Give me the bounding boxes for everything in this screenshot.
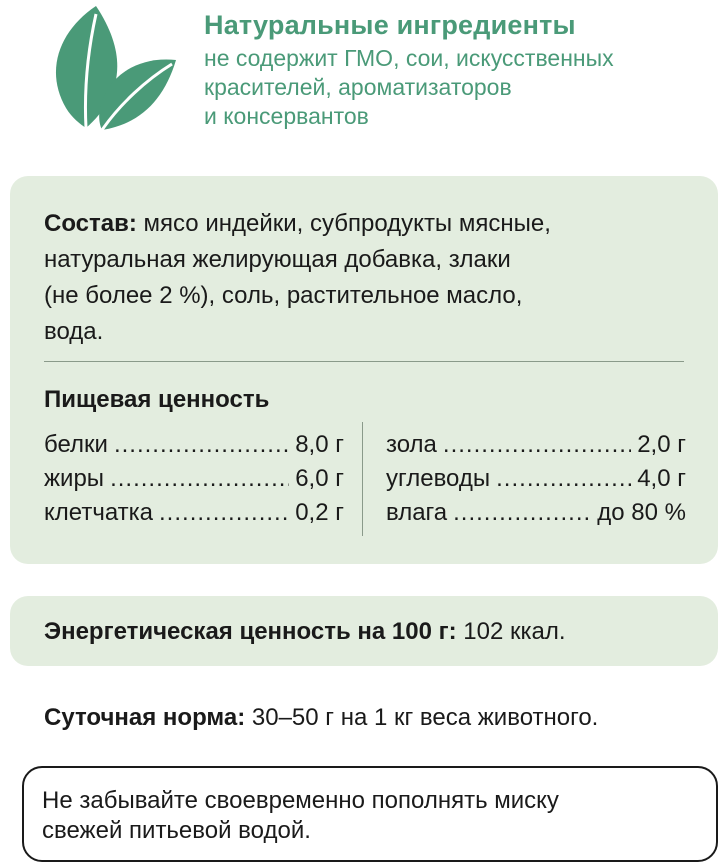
subtitle-line: не содержит ГМО, сои, искусственных <box>204 45 614 71</box>
nutrient-label: клетчатка <box>44 499 154 526</box>
nutrient-value: 0,2 г <box>295 499 344 526</box>
dot-leader <box>110 462 289 496</box>
nutrition-row <box>44 462 344 496</box>
nutrition-row <box>386 428 686 462</box>
composition-line: (не более 2 %), соль, растительное масло, <box>44 282 523 309</box>
nutrient-value: 2,0 г <box>637 431 686 458</box>
daily-label: Суточная норма: <box>44 704 246 731</box>
subtitle-line: и консервантов <box>204 103 369 129</box>
nutrition-left-column <box>44 428 344 530</box>
nutrient-label: зола <box>386 431 437 458</box>
reminder-text <box>42 786 702 846</box>
nutrient-label: жиры <box>44 465 105 492</box>
divider <box>44 361 684 362</box>
composition-panel <box>10 176 718 564</box>
nutrition-row <box>386 496 686 530</box>
header-title: Натуральные ингредиенты <box>204 10 576 40</box>
dot-leader <box>114 428 289 462</box>
energy-panel <box>10 596 718 666</box>
daily-value: 30–50 г на 1 кг веса животного. <box>245 704 599 731</box>
water-reminder-box <box>22 766 718 862</box>
composition-line: натуральная желирующая добавка, злаки <box>44 246 511 273</box>
composition-label: Состав: <box>44 210 137 237</box>
nutrition-row <box>386 462 686 496</box>
nutrient-value: 6,0 г <box>295 465 344 492</box>
composition-text <box>44 206 694 350</box>
nutrition-title: Пищевая ценность <box>44 386 270 413</box>
nutrient-value: 4,0 г <box>637 465 686 492</box>
dot-leader <box>453 496 591 530</box>
nutrition-row <box>44 496 344 530</box>
energy-label: Энергетическая ценность на 100 г: <box>44 618 457 645</box>
leaves-icon <box>22 0 182 140</box>
dot-leader <box>159 496 289 530</box>
dot-leader <box>496 462 631 496</box>
nutrient-label: белки <box>44 431 108 458</box>
daily-norm <box>44 702 598 734</box>
subtitle-line: красителей, ароматизаторов <box>204 74 512 100</box>
column-divider <box>362 422 363 536</box>
reminder-line: свежей питьевой водой. <box>42 817 311 844</box>
nutrient-label: углеводы <box>386 465 491 492</box>
nutrient-value: до 80 % <box>597 499 686 526</box>
nutrition-right-column <box>386 428 686 530</box>
nutrition-row <box>44 428 344 462</box>
composition-line: вода. <box>44 318 104 345</box>
reminder-line: Не забывайте своевременно пополнять миску <box>42 787 559 814</box>
header <box>204 8 714 131</box>
energy-text <box>44 616 566 648</box>
nutrient-label: влага <box>386 499 448 526</box>
composition-line: мясо индейки, субпродукты мясные, <box>136 210 551 237</box>
header-subtitle <box>204 44 714 131</box>
nutrient-value: 8,0 г <box>295 431 344 458</box>
energy-value: 102 ккал. <box>456 618 566 645</box>
dot-leader <box>443 428 631 462</box>
